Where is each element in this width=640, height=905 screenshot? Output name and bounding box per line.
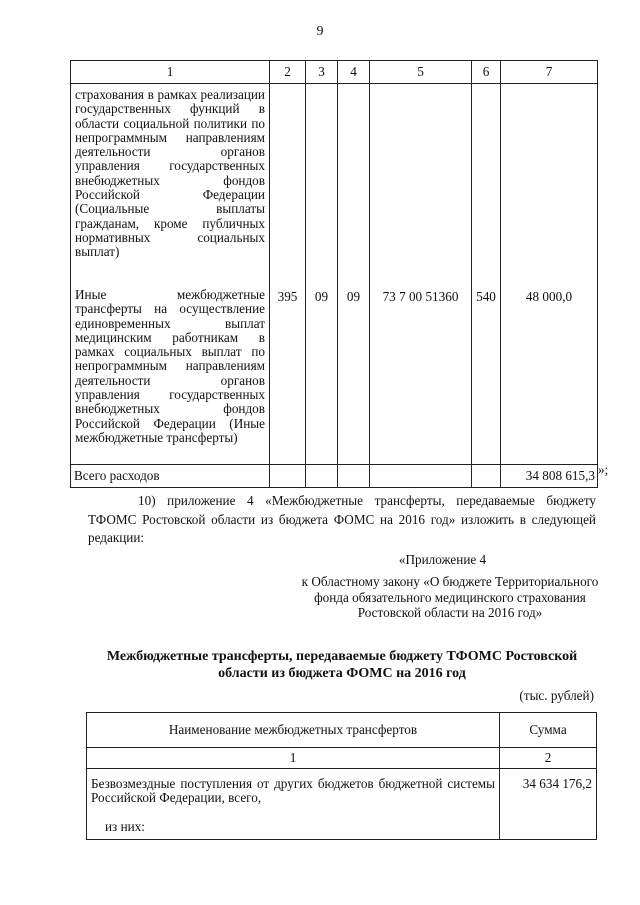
row-main-col5: 73 7 00 51360 <box>370 276 472 465</box>
unit-label: (тыс. рублей) <box>519 688 594 703</box>
expenses-table <box>70 60 598 488</box>
page-number: 9 <box>316 24 324 39</box>
table-row <box>87 769 597 840</box>
row-name-cell <box>87 769 500 840</box>
table-row <box>71 276 598 465</box>
transfers-table <box>86 712 597 840</box>
col-header-1: 1 <box>71 61 270 84</box>
appendix-heading: «Приложение 4 <box>398 552 487 567</box>
col-header-3: 3 <box>306 61 338 84</box>
total-label: Всего расходов <box>71 465 270 488</box>
row-main-col2: 395 <box>270 276 306 465</box>
row-main-col7: 48 000,0 <box>501 276 598 465</box>
row-main-name: Иные межбюджетные трансферты на осуществление единовременных выплат медицинским работникам в рамках социальных выплат по непрограммным направлениям деятельности органов управления государственных внебюджетных фондов Российской Федерации (Иные межбюджетные трансферты) <box>71 276 270 465</box>
amendment-paragraph: 10) приложение 4 «Межбюджетные трансферты, передаваемые бюджету ТФОМС Ростовской области из бюджета ФОМС на 2016 год» изложить в следующей редакции: <box>88 493 596 545</box>
row-main-col4: 09 <box>338 276 370 465</box>
row-continued-name: страхования в рамках реализации государственных функций в области социальной политики по непрограммным направлениям деятельности органов управления государственных внебюджетных фондов Российской Федерации (Социальные выплаты гражданам, кроме публичных нормативных социальных выплат) <box>71 84 270 277</box>
row-sum: 34 634 176,2 <box>500 769 597 840</box>
col-header-6: 6 <box>472 61 501 84</box>
row-main-col6: 540 <box>472 276 501 465</box>
appendix-reference: к Областному закону «О бюджете Территориального фонда обязательного медицинского страхования Ростовской области на 2016 год» <box>301 574 599 620</box>
table-header-row <box>71 61 598 84</box>
table-header-row <box>87 713 597 748</box>
row-name: Безвозмездные поступления от других бюджетов бюджетной системы Российской Федерации, всего, <box>91 776 495 806</box>
section-title: Межбюджетные трансферты, передаваемые бюджету ТФОМС Ростовской области из бюджета ФОМС на 2016 год <box>106 649 578 681</box>
table-row <box>71 84 598 277</box>
row-sub-label: из них: <box>105 818 145 834</box>
col-header-4: 4 <box>338 61 370 84</box>
row-main-col3: 09 <box>306 276 338 465</box>
total-value: 34 808 615,3 <box>501 465 598 488</box>
table-total-row <box>71 465 598 488</box>
col-number-1: 1 <box>87 748 500 769</box>
table-number-row <box>87 748 597 769</box>
col-header-2: 2 <box>270 61 306 84</box>
col-number-2: 2 <box>500 748 597 769</box>
header-name: Наименование межбюджетных трансфертов <box>87 713 500 748</box>
col-header-7: 7 <box>501 61 598 84</box>
header-sum: Сумма <box>500 713 597 748</box>
quote-close: »; <box>598 462 609 477</box>
col-header-5: 5 <box>370 61 472 84</box>
